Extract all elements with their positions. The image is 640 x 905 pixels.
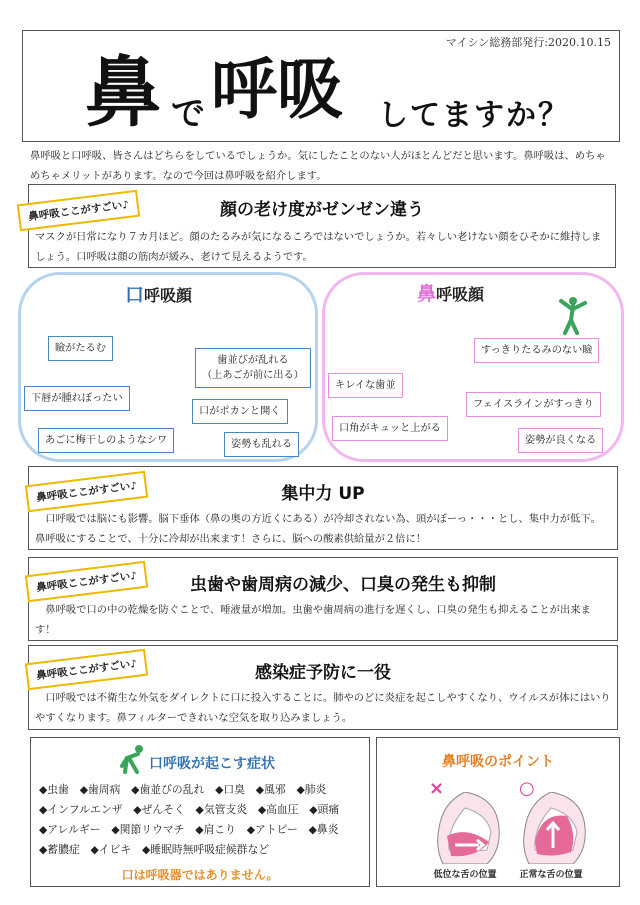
header-box: [22, 30, 620, 142]
title-nose: 鼻: [85, 48, 161, 137]
wrong-mark: ×: [429, 778, 445, 799]
section-title: 集中力 UP: [281, 484, 365, 504]
symptom-row: ◆虫歯 ◆歯周病 ◆歯並びの乱れ ◆口臭 ◆風邪 ◆肺炎: [39, 783, 327, 796]
badge: 鼻呼吸ここがすごい♪: [25, 471, 149, 513]
happy-person-icon: [557, 295, 587, 335]
nose-item: 姿勢が良くなる: [518, 428, 603, 453]
badge: 鼻呼吸ここがすごい♪: [17, 190, 141, 232]
section-title: 感染症予防に一役: [255, 663, 391, 683]
right-caption: 正常な舌の位置: [519, 870, 583, 880]
section-body: 口呼吸では脳にも影響。脳下垂体（鼻の奥の方近くにある）が冷却されない為、頭がぼーっ・・・とし、集中力が低下。鼻呼吸にすることで、十分に冷却が出来ます！さらに、脳への酸素供給量が２倍に！: [35, 513, 601, 545]
mouth-item: 姿勢も乱れる: [224, 432, 299, 457]
panel-title-rest: 呼吸顔: [144, 286, 193, 305]
wrong-caption: 低位な舌の位置: [433, 870, 497, 880]
mouth-item-line: （上あごが前に出る）: [202, 370, 304, 381]
section-body: マスクが日常になり７カ月ほど。顔のたるみが気になるころではないでしょうか。若々しい老けない顔をひそかに維持しましょう。口呼吸は顔の筋肉が緩み、老けて見えるようです。: [35, 231, 602, 263]
point-title: 鼻呼吸のポイント: [442, 754, 554, 770]
intro-text: 鼻呼吸と口呼吸、皆さんはどちらをしているでしょうか。気にしたことのない人がほとんどだと思います。鼻呼吸は、めちゃめちゃメリットがあります。なので今回は鼻呼吸を紹介します。: [30, 150, 606, 182]
symptom-row: ◆インフルエンザ ◆ぜんそく ◆気管支炎 ◆高血圧 ◆頭痛: [39, 803, 340, 816]
panel-title: [417, 279, 484, 306]
title-de: で: [171, 94, 205, 134]
mouth-item: あごに梅干しのようなシワ: [38, 428, 174, 453]
mouth-item: 下唇が腫れぼったい: [24, 386, 130, 411]
title-breathing: 呼吸: [211, 51, 343, 128]
section-title: 虫歯や歯周病の減少、口臭の発生も抑制: [190, 575, 496, 595]
nose-char: 鼻: [417, 283, 437, 305]
tongue-normal-icon: [511, 792, 591, 864]
symptom-row: ◆蓄膿症 ◆イビキ ◆睡眠時無呼吸症候群など: [39, 843, 270, 856]
mouth-item-teeth: [195, 348, 311, 388]
section-body: 口呼吸では不衛生な外気をダイレクトに口に投入することに。肺やのどに炎症を起こしやすくなり、ウイルスが体にはいりやすくなります。鼻フィルターできれいな空気を取り込みましょう。: [35, 692, 611, 724]
title-question: してますか？: [378, 98, 570, 133]
symptoms-box: [30, 737, 370, 887]
tired-person-icon: [117, 744, 147, 774]
nose-item: キレイな歯並: [328, 373, 403, 398]
nose-item: 口角がキュッと上がる: [332, 416, 448, 441]
section-body: 鼻呼吸で口の中の乾燥を防ぐことで、唾液量が増加。虫歯や歯周病の進行を遅くし、口臭の発生も抑えることが出来ます！: [35, 604, 591, 636]
symptom-row: ◆アレルギー ◆関節リウマチ ◆肩こり ◆アトピー ◆鼻炎: [39, 823, 339, 836]
right-mark: ○: [519, 778, 535, 799]
mouth-item: 瞼がたるむ: [48, 336, 113, 361]
mouth-char: 口: [125, 284, 145, 306]
symptoms-note: 口は呼吸器ではありません。: [121, 868, 279, 882]
point-box: [376, 737, 620, 887]
symptoms-title: 口呼吸が起こす症状: [149, 756, 275, 772]
tongue-low-figure: [425, 778, 505, 882]
badge: 鼻呼吸ここがすごい♪: [25, 649, 149, 691]
panel-title-rest: 呼吸顔: [436, 285, 485, 304]
tongue-normal-figure: [511, 778, 591, 882]
badge: 鼻呼吸ここがすごい♪: [25, 561, 149, 603]
nose-item: すっきりたるみのない瞼: [474, 338, 599, 363]
nose-item: フェイスラインがすっきり: [466, 392, 601, 417]
issue-date: マイシン総務部発行:2020.10.15: [445, 36, 611, 49]
mouth-item-line: 歯並びが乱れる: [217, 355, 289, 366]
tongue-low-icon: [425, 792, 505, 864]
mouth-item: 口がポカンと開く: [192, 399, 288, 424]
section-title: 顔の老け度がゼンゼン違う: [220, 200, 424, 220]
panel-title: [125, 280, 192, 307]
